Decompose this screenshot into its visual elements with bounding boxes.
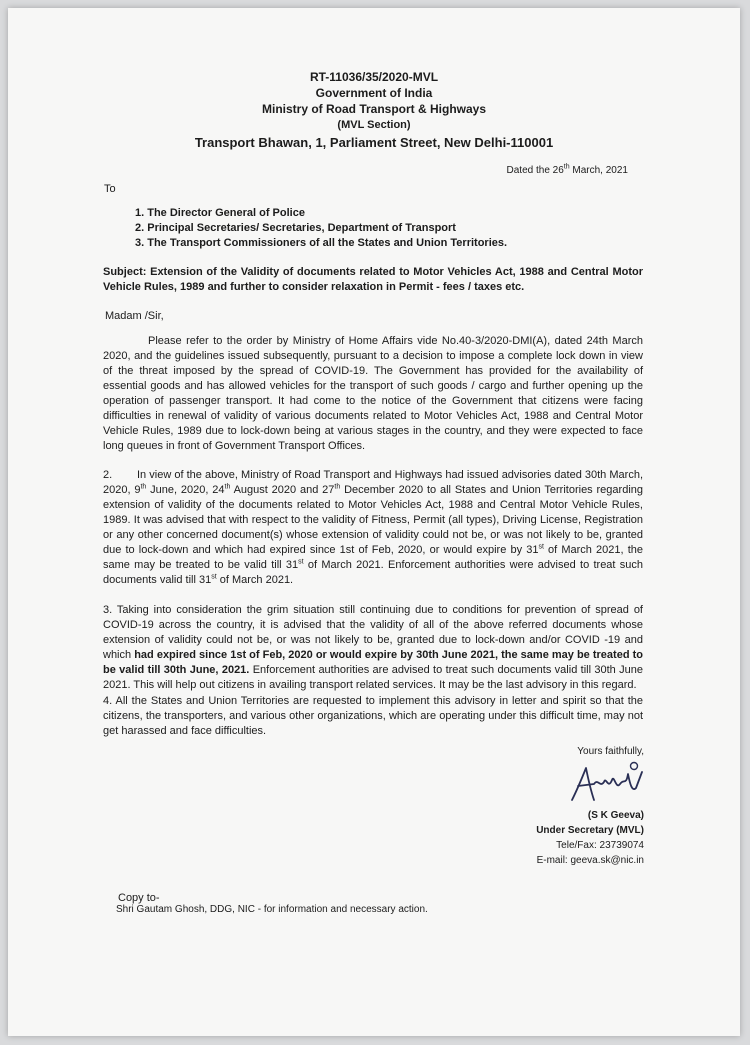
dated-line: Dated the 26th March, 2021: [506, 163, 628, 176]
recipient-list: [135, 206, 507, 251]
to-label: To: [104, 183, 116, 195]
paragraph-1: Please refer to the order by Ministry of Home Affairs vide No.40-3/2020-DMI(A), dated 24th March 2020, and the guidelines issued subsequently, pursuant to a decision to impose a complete lock down in view of the threat imposed by the spread of COVID-19. The Government has provided for the availability of essential goods and has allowed vehicles for the transport of such goods / cargo and further opening up the operation of passenger transport. It had come to the notice of the Government that citizens were facing difficulties in renewal of validity of various documents related to Motor Vehicles Act, 1988 and Central Motor Vehicle Rules, 1989 due to lock-down being at various stages in the country, and they were expected to face long queues in front of Government Transport Offices.: [103, 335, 643, 452]
signatory-designation: Under Secretary (MVL): [536, 825, 644, 836]
address-line: Transport Bhawan, 1, Parliament Street, New Delhi-110001: [194, 135, 554, 150]
ministry-line: Ministry of Road Transport & Highways: [261, 102, 487, 116]
recipient-item: 1. The Director General of Police: [135, 207, 305, 219]
signatory-email: E-mail: geeva.sk@nic.in: [536, 855, 644, 866]
copy-to-label: Copy to-: [118, 892, 160, 904]
signature-icon: [568, 760, 650, 808]
subject-line: Subject: Extension of the Validity of documents related to Motor Vehicles Act, 1988 and Central Motor Vehicle Rules, 1989 and further to consider relaxation in Permit - fees / taxes etc.: [103, 266, 643, 293]
paragraph-4: 4. All the States and Union Territories are requested to implement this advisory in letter and spirit so that the citizens, the transporters, and various other organizations, which are operating under this difficult time, may not get harassed and face difficulties.: [103, 695, 643, 737]
signatory-telefax: Tele/Fax: 23739074: [556, 840, 644, 851]
recipient-item: 3. The Transport Commissioners of all the States and Union Territories.: [135, 237, 508, 249]
recipient-item: 2. Principal Secretaries/ Secretaries, Department of Transport: [135, 222, 456, 234]
reference-number: RT-11036/35/2020-MVL: [309, 70, 439, 84]
paragraph-3: 3. Taking into consideration the grim situation still continuing due to conditions for prevention of spread of COVID-19 across the country, it is advised that the validity of all of the above referred documents whose extension of validity could not be, or was not likely to be, granted due to lock-down and/or COVID -19 and which had expired since 1st of Feb, 2020 or would expire by 30th June 2021, the same may be treated to be valid till 30th June, 2021. Enforcement authorities are advised to treat such documents valid till 30th June 2021. This will help out citizens in availing transport related services. It may be the last advisory in this regard.: [103, 604, 644, 691]
closing-line: Yours faithfully,: [577, 746, 644, 757]
document-page: [8, 8, 740, 1036]
salutation: Madam /Sir,: [105, 310, 164, 322]
government-line: Government of India: [315, 86, 433, 100]
paragraph-2: 2. In view of the above, Ministry of Road Transport and Highways had issued advisories dated 30th March, 2020, 9th June, 2020, 24th August 2020 and 27th December 2020 to all States and Union Territories regarding extension of validity of the documents related to Motor Vehicles Act, 1988 and Central Motor Vehicle Rules, 1989. It was advised that with respect to the validity of Fitness, Permit (all types), Driving License, Registration or any other concerned document(s) whose extension of validity could not be, or was not likely to be, granted due to lock-down and which had expired since 1st of Feb, 2020, or would expire by 31st of March 2021, the same may be treated to be valid till 31st of March 2021. Enforcement authorities were advised to treat such documents valid till 31st of March 2021.: [103, 469, 644, 586]
copy-to-recipient: Shri Gautam Ghosh, DDG, NIC - for information and necessary action.: [116, 904, 428, 915]
signatory-name: (S K Geeva): [587, 810, 644, 821]
section-line: (MVL Section): [337, 119, 411, 131]
